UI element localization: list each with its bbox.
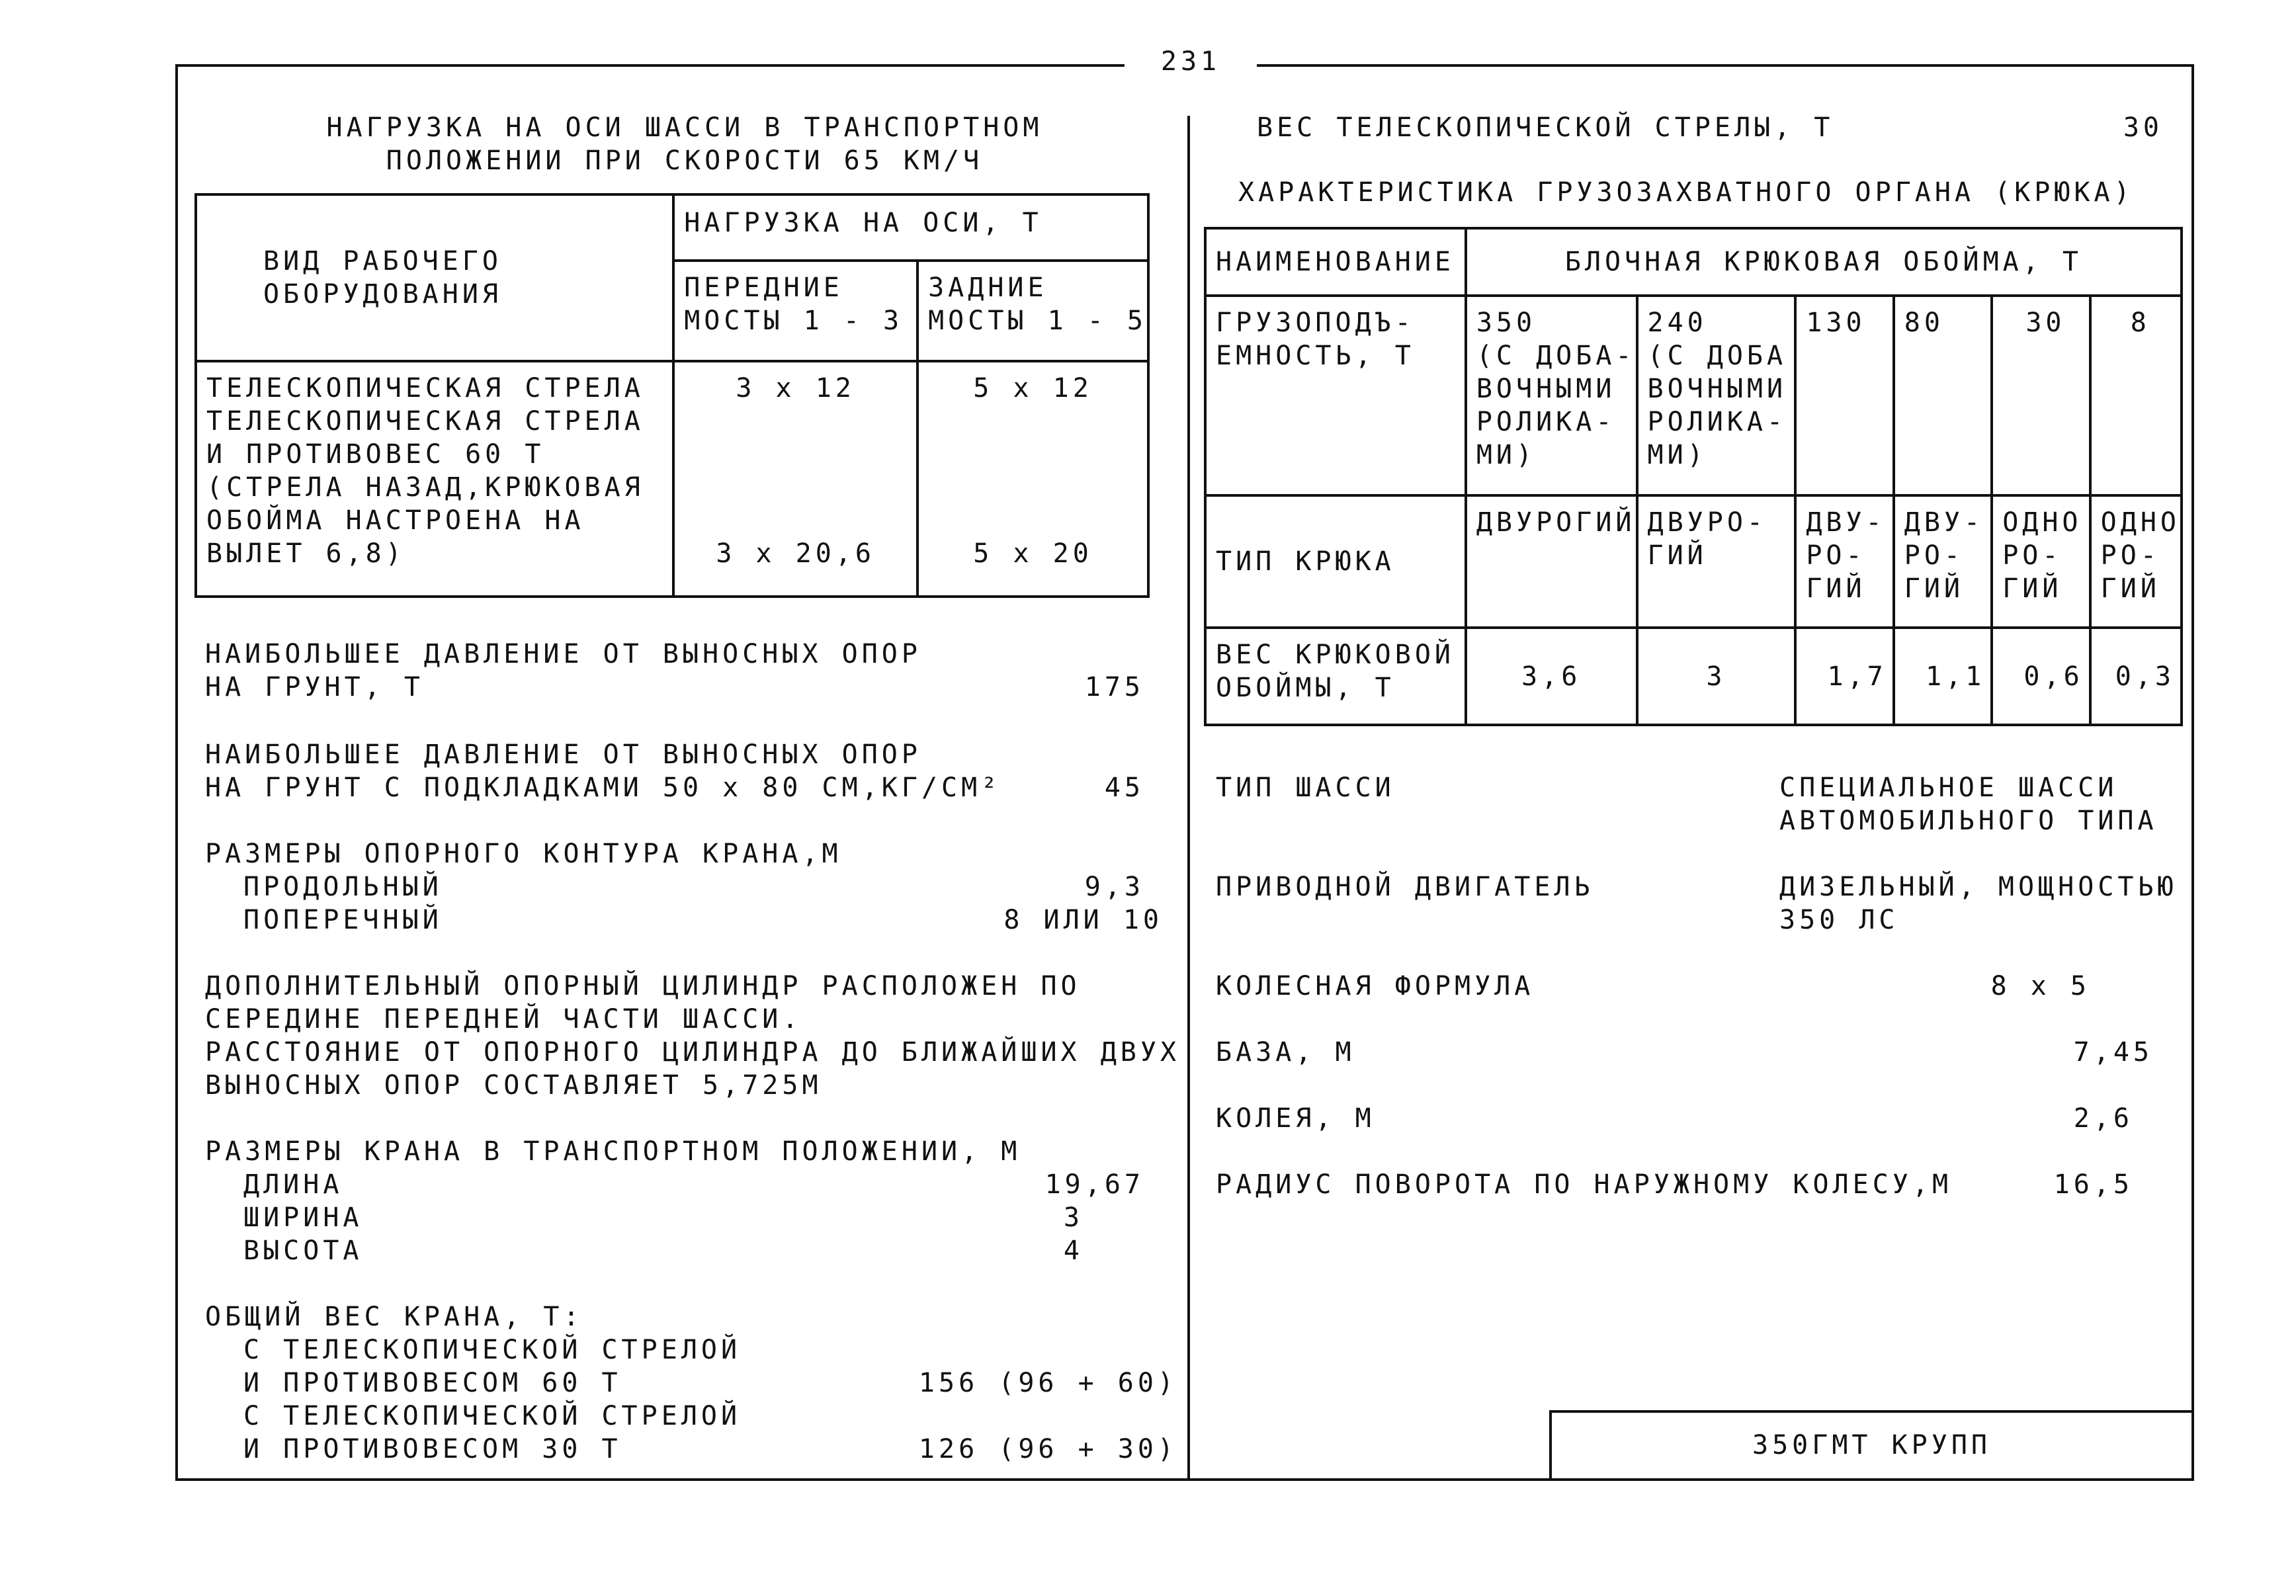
contour-transverse-label: ПОПЕРЕЧНЫЙ — [243, 905, 443, 935]
length-value: 19,67 — [1044, 1169, 1144, 1200]
hook-type-350: ДВУРОГИЙ — [1466, 495, 1637, 628]
block-weight-130: 1,7 — [1795, 628, 1893, 725]
block-weight-8: 0,3 — [2090, 628, 2182, 725]
width-value: 3 — [1063, 1202, 1084, 1233]
cylinder-note-line-2: СЕРЕДИНЕ ПЕРЕДНЕЙ ЧАСТИ ШАССИ. — [205, 1004, 802, 1034]
hook-type-240: ДВУРО- ГИЙ — [1637, 495, 1796, 628]
chassis-type-value-line-2: АВТОМОБИЛЬНОГО ТИПА — [1779, 806, 2158, 836]
wheel-formula-label: КОЛЕСНАЯ ФОРМУЛА — [1216, 971, 1535, 1001]
block-weight-350: 3,6 — [1466, 628, 1637, 725]
pressure-label-line-1: НАИБОЛЬШЕЕ ДАВЛЕНИЕ ОТ ВЫНОСНЫХ ОПОР — [205, 639, 921, 669]
engine-value-line-1: ДИЗЕЛЬНЫЙ, МОЩНОСТЬЮ — [1779, 872, 2178, 902]
weight-60-value: 156 (96 + 60) — [918, 1368, 1177, 1398]
rear-axle-value-2: 5 x 20 — [973, 538, 1093, 569]
hook-characteristics-title: ХАРАКТЕРИСТИКА ГРУЗОЗАХВАТНОГО ОРГАНА (КРЮКА) — [1238, 177, 2134, 208]
pressure-pads-value: 45 — [1104, 773, 1144, 803]
hook-type-label: ТИП КРЮКА — [1205, 495, 1466, 628]
header-name: НАИМЕНОВАНИЕ — [1205, 228, 1466, 296]
pressure-pads-label-line-1: НАИБОЛЬШЕЕ ДАВЛЕНИЕ ОТ ВЫНОСНЫХ ОПОР — [205, 739, 921, 770]
turning-radius-label: РАДИУС ПОВОРОТА ПО НАРУЖНОМУ КОЛЕСУ,М — [1216, 1169, 1953, 1200]
hook-type-130: ДВУ- РО- ГИЙ — [1795, 495, 1893, 628]
block-weight-30: 0,6 — [1992, 628, 2090, 725]
weight-30-label-line-1: С ТЕЛЕСКОПИЧЕСКОЙ СТРЕЛОЙ — [243, 1401, 742, 1431]
contour-longitudinal-value: 9,3 — [1084, 872, 1144, 902]
pressure-value: 175 — [1084, 672, 1144, 702]
front-axle-values — [673, 361, 917, 597]
capacity-350: 350 (С ДОБА- ВОЧНЫМИ РОЛИКА- МИ) — [1466, 296, 1637, 495]
capacity-80: 80 — [1894, 296, 1992, 495]
wheelbase-label: БАЗА, М — [1216, 1037, 1355, 1068]
equipment-description: ТЕЛЕСКОПИЧЕСКАЯ СТРЕЛА ТЕЛЕСКОПИЧЕСКАЯ СТРЕЛА И ПРОТИВОВЕС 60 Т (СТРЕЛА НАЗАД,КРЮКОВАЯ ОБОЙМА НАСТРОЕНА НА ВЫЛЕТ 6,8) — [196, 361, 673, 597]
contour-transverse-value: 8 ИЛИ 10 — [1003, 905, 1163, 935]
track-label: КОЛЕЯ, М — [1216, 1103, 1375, 1134]
transport-size-title: РАЗМЕРЫ КРАНА В ТРАНСПОРТНОМ ПОЛОЖЕНИИ, М — [205, 1136, 1021, 1167]
front-axle-value-1: 3 x 12 — [736, 373, 855, 403]
header-axle-load: НАГРУЗКА НА ОСИ, Т — [673, 194, 1148, 261]
chassis-type-value-line-1: СПЕЦИАЛЬНОЕ ШАССИ — [1779, 773, 2118, 803]
cylinder-note-line-4: ВЫНОСНЫХ ОПОР СОСТАВЛЯЕТ 5,725М — [205, 1070, 822, 1101]
height-value: 4 — [1063, 1236, 1084, 1266]
length-label: ДЛИНА — [243, 1169, 343, 1200]
model-stamp-box — [1549, 1410, 2194, 1481]
capacity-240: 240 (С ДОБА ВОЧНЫМИ РОЛИКА- МИ) — [1637, 296, 1796, 495]
block-weight-80: 1,1 — [1894, 628, 1992, 725]
hook-type-30: ОДНО РО- ГИЙ — [1992, 495, 2090, 628]
weight-60-label-line-1: С ТЕЛЕСКОПИЧЕСКОЙ СТРЕЛОЙ — [243, 1335, 742, 1365]
total-weight-title: ОБЩИЙ ВЕС КРАНА, Т: — [205, 1302, 583, 1332]
contour-longitudinal-label: ПРОДОЛЬНЫЙ — [243, 872, 443, 902]
hook-type-8: ОДНО РО- ГИЙ — [2090, 495, 2182, 628]
header-block: БЛОЧНАЯ КРЮКОВАЯ ОБОЙМА, Т — [1466, 228, 2182, 296]
column-divider — [1187, 116, 1190, 1481]
weight-30-label-line-2: И ПРОТИВОВЕСОМ 30 Т — [243, 1434, 622, 1464]
boom-weight-value: 30 — [2123, 112, 2163, 143]
width-label: ШИРИНА — [243, 1202, 363, 1233]
cylinder-note-line-3: РАССТОЯНИЕ ОТ ОПОРНОГО ЦИЛИНДРА ДО БЛИЖАЙШИХ ДВУХ — [205, 1037, 1181, 1068]
page-number: 231 — [1160, 46, 1221, 77]
block-weight-240: 3 — [1637, 628, 1796, 725]
capacity-8: 8 — [2090, 296, 2182, 495]
support-contour-title: РАЗМЕРЫ ОПОРНОГО КОНТУРА КРАНА,М — [205, 839, 842, 869]
track-value: 2,6 — [2073, 1103, 2133, 1134]
weight-60-label-line-2: И ПРОТИВОВЕСОМ 60 Т — [243, 1368, 622, 1398]
capacity-label: ГРУЗОПОДЪ- ЕМНОСТЬ, Т — [1205, 296, 1466, 495]
header-front-axles: ПЕРЕДНИЕ МОСТЫ 1 - 3 — [673, 261, 917, 361]
capacity-130: 130 — [1795, 296, 1893, 495]
axle-load-table — [194, 193, 1150, 598]
header-rear-axles: ЗАДНИЕ МОСТЫ 1 - 5 — [917, 261, 1148, 361]
boom-weight-label: ВЕС ТЕЛЕСКОПИЧЕСКОЙ СТРЕЛЫ, Т — [1257, 112, 1834, 143]
engine-label: ПРИВОДНОЙ ДВИГАТЕЛЬ — [1216, 872, 1594, 902]
model-stamp-text: 350ГМТ КРУПП — [1752, 1430, 1991, 1460]
wheel-formula-value: 8 x 5 — [1990, 971, 2090, 1001]
pressure-pads-label-line-2: НА ГРУНТ С ПОДКЛАДКАМИ 50 x 80 СМ,КГ/СМ² — [205, 773, 1001, 803]
cylinder-note-line-1: ДОПОЛНИТЕЛЬНЫЙ ОПОРНЫЙ ЦИЛИНДР РАСПОЛОЖЕН ПО — [205, 971, 1081, 1001]
height-label: ВЫСОТА — [243, 1236, 363, 1266]
rear-axle-values — [917, 361, 1148, 597]
axle-title-line-2: ПОЛОЖЕНИИ ПРИ СКОРОСТИ 65 КМ/Ч — [386, 146, 984, 176]
block-weight-label: ВЕС КРЮКОВОЙ ОБОЙМЫ, Т — [1205, 628, 1466, 725]
capacity-30: 30 — [1992, 296, 2090, 495]
chassis-type-label: ТИП ШАССИ — [1216, 773, 1395, 803]
wheelbase-value: 7,45 — [2073, 1037, 2153, 1068]
front-axle-value-2: 3 x 20,6 — [716, 538, 875, 569]
header-equipment-type: ВИД РАБОЧЕГО ОБОРУДОВАНИЯ — [196, 194, 673, 361]
turning-radius-value: 16,5 — [2053, 1169, 2133, 1200]
pressure-label-line-2: НА ГРУНТ, Т — [205, 672, 424, 702]
engine-value-line-2: 350 ЛС — [1779, 905, 1899, 935]
rear-axle-value-1: 5 x 12 — [973, 373, 1093, 403]
axle-title-line-1: НАГРУЗКА НА ОСИ ШАССИ В ТРАНСПОРТНОМ — [326, 112, 1043, 143]
weight-30-value: 126 (96 + 30) — [918, 1434, 1177, 1464]
hook-block-table — [1204, 227, 2183, 726]
hook-type-80: ДВУ- РО- ГИЙ — [1894, 495, 1992, 628]
